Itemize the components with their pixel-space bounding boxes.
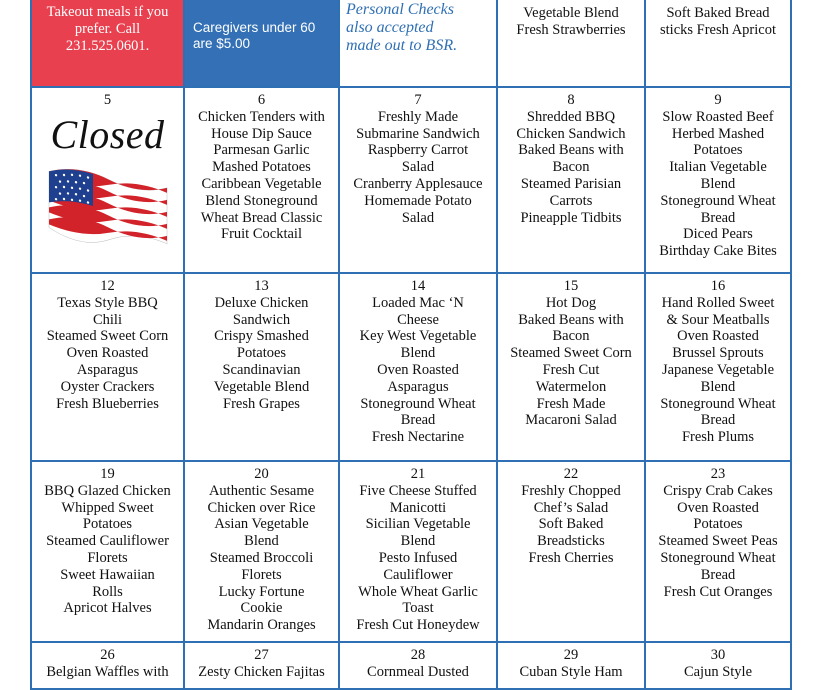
menu-line: Submarine Sandwich: [356, 125, 480, 142]
menu-line: Florets: [241, 566, 282, 583]
friday-top-cell: [646, 0, 792, 88]
menu-line: Steamed Sweet Corn: [510, 345, 632, 362]
day-number: 19: [100, 466, 115, 482]
menu-line: Stoneground Wheat: [660, 395, 776, 412]
checks-line: made out to BSR.: [346, 37, 458, 54]
menu-line: Zesty Chicken Fajitas: [198, 663, 325, 680]
day-cell-30: [646, 643, 792, 690]
menu-line: Potatoes: [236, 345, 287, 362]
menu-line: Fresh Cut Oranges: [663, 583, 773, 600]
menu-line: Baked Beans with: [518, 311, 624, 328]
day-number: 5: [103, 92, 112, 108]
menu-line: Cranberry Applesauce: [353, 175, 483, 192]
day-cell-8: [498, 88, 646, 274]
day-cell-19: [32, 462, 185, 643]
day-cell-28: [340, 643, 498, 690]
menu-line: Blend: [400, 533, 436, 550]
caregiver-price-cell: [185, 0, 340, 88]
menu-line: House Dip Sauce: [211, 125, 312, 142]
menu-line: Wheat Bread Classic: [200, 209, 323, 226]
menu-line: Mandarin Oranges: [207, 617, 316, 634]
checks-line: also accepted: [346, 19, 434, 36]
day-number: 6: [257, 92, 266, 108]
menu-line: Raspberry Carrot: [367, 142, 469, 159]
menu-line: Salad: [401, 209, 435, 226]
menu-line: Mashed Potatoes: [212, 159, 311, 176]
menu-line: Bacon: [552, 328, 590, 345]
day-number: 21: [410, 466, 426, 482]
menu-line: Birthday Cake Bites: [659, 243, 777, 260]
menu-line: Sweet Hawaiian: [60, 566, 155, 583]
takeout-line: Takeout meals if you: [46, 4, 169, 20]
day-cell-23: [646, 462, 792, 643]
menu-line: Soft Baked Bread: [666, 5, 770, 21]
day-number: 23: [710, 466, 726, 482]
menu-line: Sicilian Vegetable: [365, 516, 471, 533]
menu-line: Salad: [401, 159, 435, 176]
menu-line: Steamed Broccoli: [209, 549, 314, 566]
menu-line: Cauliflower: [383, 566, 453, 583]
checks-note-cell: [340, 0, 498, 88]
day-number: 27: [254, 647, 269, 663]
menu-line: Cuban Style Ham: [519, 663, 623, 680]
menu-line: Vegetable Blend: [213, 378, 310, 395]
day-number: 8: [567, 92, 575, 108]
menu-line: Rolls: [92, 583, 123, 600]
menu-line: Crispy Smashed: [214, 328, 309, 345]
menu-line: Stoneground Wheat: [360, 395, 476, 412]
menu-line: Crispy Crab Cakes: [663, 482, 773, 499]
menu-line: Oven Roasted: [66, 345, 149, 362]
menu-line: BBQ Glazed Chicken: [44, 482, 171, 499]
menu-line: Blend: [700, 175, 736, 192]
menu-line: Chef’s Salad: [533, 499, 609, 516]
menu-line: Cajun Style: [683, 663, 753, 680]
menu-line: Herbed Mashed: [671, 125, 765, 142]
day-cell-7: [340, 88, 498, 274]
menu-line: Stoneground Wheat: [660, 192, 776, 209]
menu-line: Bread: [700, 566, 736, 583]
menu-line: Fresh Made: [536, 395, 606, 412]
menu-line: & Sour Meatballs: [666, 311, 770, 328]
menu-line: Fruit Cocktail: [221, 226, 302, 243]
day-cell-15: [498, 274, 646, 462]
day-number: 16: [710, 278, 726, 294]
menu-line: Key West Vegetable: [359, 328, 477, 345]
day-cell-14: [340, 274, 498, 462]
takeout-phone: 231.525.0601.: [65, 37, 150, 54]
caregiver-line: Caregivers under 60: [193, 20, 316, 35]
checks-line: Personal Checks: [346, 1, 454, 18]
menu-line: Caribbean Vegetable: [201, 175, 322, 192]
menu-line: Asparagus: [76, 361, 139, 378]
menu-line: Five Cheese Stuffed: [359, 482, 477, 499]
day-cell-29: [498, 643, 646, 690]
menu-line: Oyster Crackers: [60, 378, 155, 395]
day-cell-21: [340, 462, 498, 643]
menu-line: Steamed Cauliflower: [46, 533, 169, 550]
menu-line: Freshly Made: [377, 108, 459, 125]
menu-line: Steamed Sweet Peas: [658, 533, 778, 550]
menu-line: Blend: [244, 533, 279, 550]
menu-line: Toast: [402, 600, 434, 617]
day-cell-12: [32, 274, 185, 462]
thursday-top-cell: [498, 0, 646, 88]
menu-line: Fresh Cherries: [528, 549, 614, 566]
menu-line: Scandinavian: [222, 361, 301, 378]
menu-line: Watermelon: [535, 378, 607, 395]
menu-line: Italian Vegetable: [669, 159, 767, 176]
takeout-info-cell: [32, 0, 185, 88]
day-cell-27: [185, 643, 340, 690]
menu-line: Chili: [92, 311, 122, 328]
menu-line: Oven Roasted: [677, 499, 759, 516]
menu-line: Florets: [87, 549, 128, 566]
menu-line: Bread: [700, 209, 736, 226]
menu-line: Brussel Sprouts: [672, 345, 764, 362]
menu-line: Baked Beans with: [518, 142, 624, 159]
menu-line: Carrots: [549, 192, 593, 209]
day-number: 14: [410, 278, 426, 294]
menu-line: Fresh Blueberries: [56, 395, 159, 412]
menu-line: Manicotti: [389, 499, 447, 516]
day-cell-9: [646, 88, 792, 274]
caregiver-line: are $5.00: [193, 36, 251, 51]
menu-line: Freshly Chopped: [521, 482, 621, 499]
menu-line: Potatoes: [82, 516, 133, 533]
day-number: 30: [710, 647, 726, 663]
menu-line: Whipped Sweet: [61, 499, 154, 516]
menu-line: Fresh Cut: [542, 361, 600, 378]
menu-line: Chicken over Rice: [207, 499, 316, 516]
menu-line: Oven Roasted: [377, 361, 459, 378]
day-number: 7: [414, 92, 422, 108]
menu-line: Oven Roasted: [677, 328, 759, 345]
menu-line: Fresh Strawberries: [516, 21, 626, 38]
day-cell-5: [32, 88, 185, 274]
day-number: 29: [563, 647, 579, 663]
takeout-line: prefer. Call: [74, 20, 141, 37]
menu-line: Bread: [400, 412, 436, 429]
menu-line: Hand Rolled Sweet: [661, 294, 775, 311]
day-number: 12: [100, 278, 115, 294]
menu-line: Authentic Sesame: [208, 482, 315, 499]
menu-line: sticks Fresh Apricot: [660, 21, 776, 38]
menu-line: Belgian Waffles with: [46, 663, 169, 680]
menu-line: Sandwich: [232, 311, 291, 328]
menu-line: Homemade Potato: [364, 192, 472, 209]
day-cell-26: [32, 643, 185, 690]
day-cell-6: [185, 88, 340, 274]
menu-line: Fresh Plums: [681, 429, 755, 446]
menu-line: Chicken Tenders with: [198, 108, 325, 125]
menu-line: Bread: [700, 412, 736, 429]
menu-line: Deluxe Chicken: [214, 294, 309, 311]
day-number: 28: [410, 647, 426, 663]
menu-line: Asian Vegetable: [214, 516, 309, 533]
menu-line: Apricot Halves: [63, 600, 152, 617]
menu-line: Parmesan Garlic: [213, 142, 310, 159]
menu-line: Pesto Infused: [378, 549, 458, 566]
menu-line: Blend Stoneground: [205, 192, 318, 209]
menu-line: Macaroni Salad: [525, 412, 617, 429]
menu-line: Blend: [400, 345, 436, 362]
menu-line: Whole Wheat Garlic: [358, 583, 478, 600]
menu-calendar-grid: [30, 0, 792, 690]
menu-line: Breadsticks: [537, 533, 605, 550]
menu-line: Cookie: [240, 600, 283, 617]
menu-line: Soft Baked: [538, 516, 604, 533]
menu-line: Vegetable Blend: [523, 5, 619, 21]
day-number: 9: [714, 92, 722, 108]
menu-line: Bacon: [552, 159, 590, 176]
day-cell-20: [185, 462, 340, 643]
menu-line: Stoneground Wheat: [660, 549, 776, 566]
menu-line: Texas Style BBQ: [57, 294, 158, 311]
menu-line: Steamed Parisian: [520, 175, 622, 192]
menu-line: Pineapple Tidbits: [520, 209, 622, 226]
menu-line: Potatoes: [693, 516, 743, 533]
menu-line: Blend: [700, 378, 736, 395]
menu-line: Potatoes: [693, 142, 743, 159]
day-number: 22: [563, 466, 579, 482]
menu-line: Lucky Fortune: [218, 583, 305, 600]
closed-label: Closed: [50, 111, 165, 157]
day-number: 13: [254, 278, 269, 294]
menu-line: Hot Dog: [545, 294, 597, 311]
day-number: 26: [100, 647, 115, 663]
menu-line: Cheese: [397, 311, 439, 328]
day-cell-22: [498, 462, 646, 643]
menu-line: Japanese Vegetable: [661, 361, 775, 378]
menu-line: Chicken Sandwich: [516, 125, 626, 142]
menu-line: Steamed Sweet Corn: [46, 328, 169, 345]
menu-line: Fresh Cut Honeydew: [356, 617, 480, 634]
day-number: 20: [254, 466, 269, 482]
menu-line: Diced Pears: [683, 226, 753, 243]
menu-line: Fresh Nectarine: [371, 429, 465, 446]
menu-line: Slow Roasted Beef: [662, 108, 774, 125]
day-cell-13: [185, 274, 340, 462]
menu-line: Cornmeal Dusted: [367, 663, 469, 680]
menu-line: Loaded Mac ‘N: [372, 294, 464, 311]
day-number: 15: [563, 278, 579, 294]
menu-line: Shredded BBQ: [526, 108, 616, 125]
day-cell-16: [646, 274, 792, 462]
american-flag-icon: [45, 165, 171, 247]
menu-line: Asparagus: [387, 378, 449, 395]
menu-line: Fresh Grapes: [223, 395, 300, 412]
